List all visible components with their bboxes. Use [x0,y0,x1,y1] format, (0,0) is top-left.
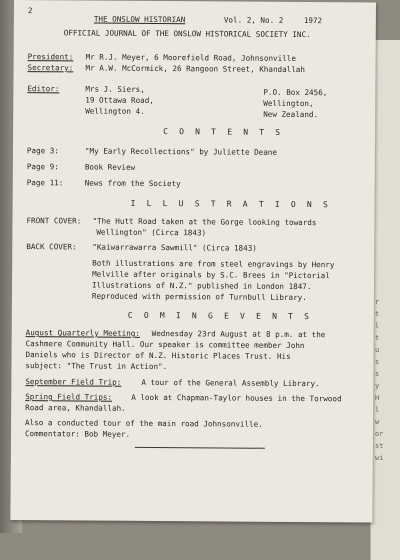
illustration-note: Reproduced with permission of Turnbull Library. [91,291,307,303]
masthead-subtitle: OFFICIAL JOURNAL OF THE ONSLOW HISTORICAL SOCIETY INC. [63,28,311,40]
fragment: st [375,442,384,450]
secretary-label: Secretary: [27,63,74,73]
po-line: New Zealand. [263,109,319,120]
contents-title: Book Review [84,162,136,172]
front-cover-line: Wellington" (Circa 1843) [96,227,207,238]
september-label: September Field Trip: [25,377,122,387]
august-label: August Quarterly Meeting: [25,328,141,338]
po-line: Wellington, [263,98,314,109]
masthead-year: 1972 [303,16,323,26]
fragment: w [375,418,380,426]
illustrations-heading: I L L U S T R A T I O N S [130,198,332,210]
masthead-title: THE ONSLOW HISTORIAN [93,14,186,25]
august-line: Wednesday 23rd August at 8 p.m. at the [151,328,326,340]
journal-page [10,0,376,523]
fragment: wi [375,454,384,462]
contents-title: "My Early Recollections" by Juliette Deane [84,146,278,157]
closing-rule [135,447,265,449]
contents-page: Page 11: [26,178,64,188]
contents-page: Page 9: [26,162,59,172]
page-number: 2 [27,6,33,16]
editor-line: Mrs J. Siers, [85,84,145,94]
editor-line: 19 Ottawa Road, [85,95,154,105]
fragment: H [375,394,380,402]
spring-label: Spring Field Trips: [25,392,113,402]
front-cover-line: "The Hutt Road taken at the Gorge looking towards [92,216,317,228]
back-cover-line: "Kaiwarrawarra Sawmill" (Circa 1843) [92,242,257,253]
spring-line: Road area, Khandallah. [25,403,126,413]
contents-title: News from the Society [84,178,181,189]
also-line: Also a conducted tour of the main road Johnsonville. [25,418,263,429]
fragment: t [375,334,380,342]
fragment: l [375,322,380,330]
also-line: Commentator: Bob Meyer. [24,429,131,439]
fragment: s [375,358,380,366]
masthead-issue: Vol. 2, No. 2 [223,15,284,25]
fragment: y [375,382,380,390]
president-detail: Mr R.J. Meyer, 6 Moorefield Road, Johnsonville [85,52,296,63]
august-line: subject: "The Trust in Action". [25,361,168,372]
august-line: Cashmere Community Hall. Our speaker is committee member John [25,339,305,351]
contents-page: Page 3: [26,146,59,156]
secretary-detail: Mr A.W. McCormick, 26 Rangoon Street, Khandallah [85,63,306,75]
illustration-note: Melville after originals by S.C. Brees in "Pictorial [92,269,330,281]
spring-line: A look at Chapman-Taylor houses in the Torwood [131,392,342,404]
front-cover-label: FRONT COVER: [26,216,82,226]
editor-line: Wellington 4. [85,106,145,116]
president-label: President: [27,52,74,62]
fragment: u [375,346,380,354]
fragment: l [375,406,380,414]
september-text: A tour of the General Assembly Library. [141,377,320,389]
contents-heading: C O N T E N T S [163,127,284,137]
back-cover-label: BACK COVER: [26,242,77,252]
fragment: or [375,430,384,438]
po-line: P.O. Box 2456, [263,87,328,98]
august-line: Daniels who is Director of N.Z. Historic Places Trust. His [25,350,291,361]
fragment: t [375,310,380,318]
events-heading: C O M I N G E V E N T S [127,310,313,322]
fragment: s [375,370,380,378]
fragment: r [375,298,380,306]
editor-label: Editor: [27,84,60,94]
illustration-note: Illustrations of N.Z." published in London 1847. [91,280,312,292]
illustration-note: Both illustrations are from steel engravings by Henry [92,258,335,270]
